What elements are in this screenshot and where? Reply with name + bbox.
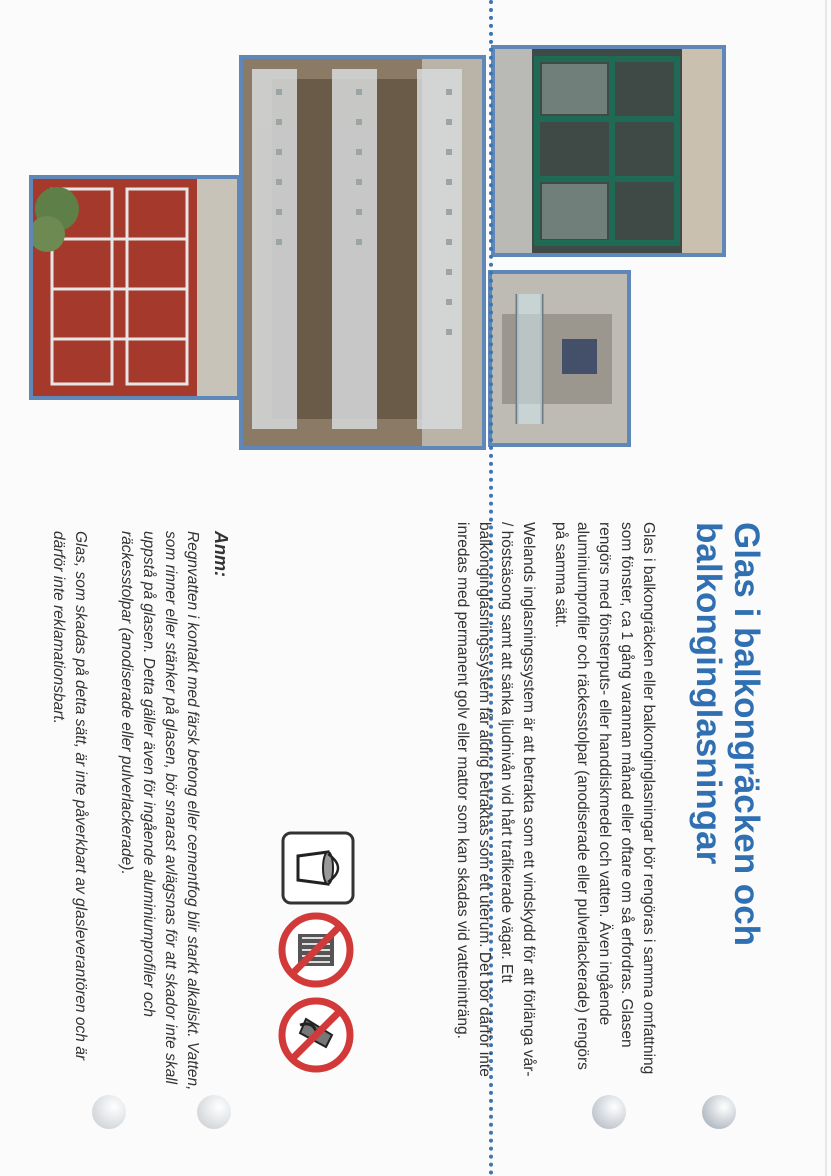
decorative-orb [702,1095,736,1129]
photo-dotted-glass-balcony [239,55,486,450]
no-scraping-icon [271,995,356,1075]
page-edge-line [825,0,827,1176]
decorative-orb [92,1095,126,1129]
note-paragraph-alkaline: Regnvatten i kontakt med färsk betong eller cementfog blir starkt alkaliskt. Vatten, som rinner eller stänker på glasen, bör snarast avlägsnas för att skador inte skall uppstå på glasen. Detta gäller även för ingående aluminiumprofiler och räckesstolpar (anodiserade eller pulverlackerade). [118,531,201,1091]
page-heading: Glas i balkongräcken och balkonginglasningar [689,522,766,947]
glazing-system-paragraph: Welands inglasningssystem är att betrakta som ett vindskydd för att förlänga vår- / höstsäsong samt att sänka ljudnivån vid hårt trafikerade vägar. Ett balkonginglasningssystem får aldrig betraktas som ett uterum. Det bör därför inte inredas med permanent golv eller mattor som kan skadas vid vatteninträng. [454,522,537,1077]
no-abrasive-pad-icon [271,910,356,990]
decorative-orb [197,1095,231,1129]
decorative-orb [592,1095,626,1129]
bucket-icon [275,830,356,906]
photo-green-balcony-glazing [491,45,726,257]
note-paragraph-warranty: Glas, som skadas på detta sätt, är inte påverkbart av glasleverantören och är därför inte reklamationsbart. [50,531,89,1060]
note-title: Anm: [211,531,231,577]
cleaning-paragraph: Glas i balkongräcken eller balkonginglasningar bör rengöras i samma omfattning som fönster, ca 1 gång varannan månad eller oftare om så erfordras. Glasen rengörs med fönsterputs- eller handdiskmedel och vatten. Även ingående aluminiumprofiler och räckesstolpar (anodiserade eller pulverlackerade) rengörs på samma sätt. [552,522,657,1075]
photo-balcony-glass-railing [488,270,631,447]
photo-red-balcony-glazing [29,175,241,400]
